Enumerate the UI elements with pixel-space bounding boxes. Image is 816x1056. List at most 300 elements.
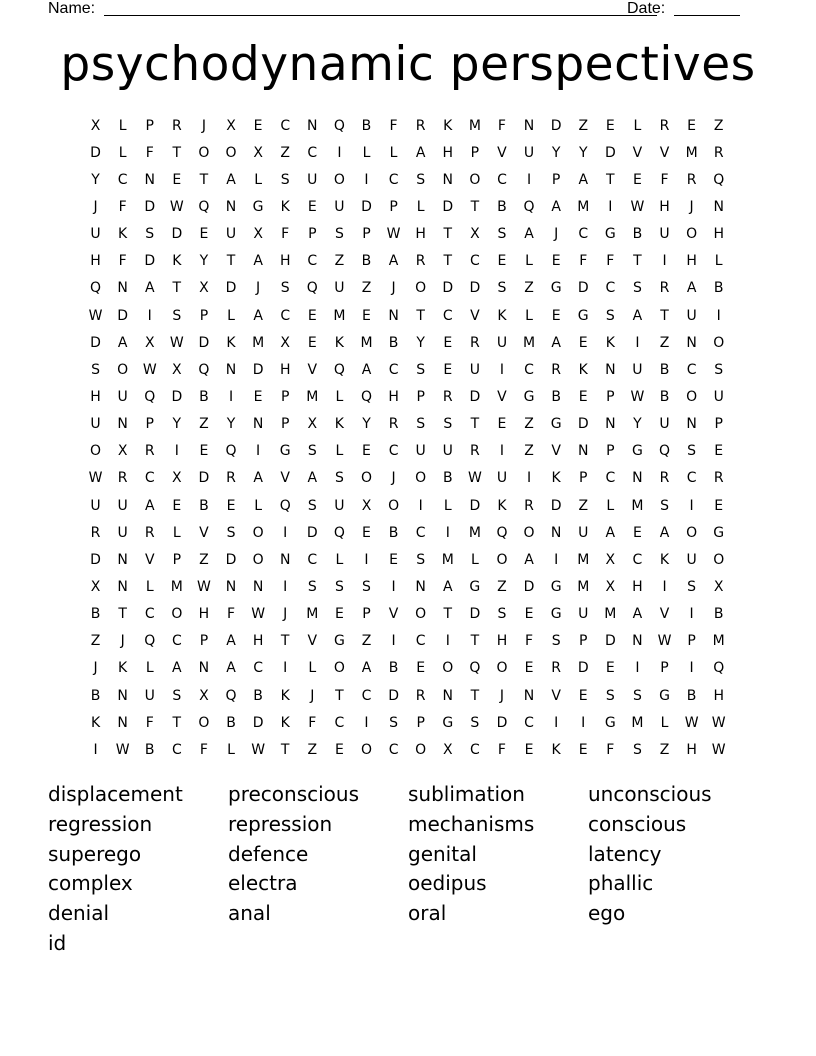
grid-cell: M [523, 334, 536, 351]
grid-cell: B [388, 660, 399, 677]
grid-cell: T [470, 633, 480, 650]
grid-cell: L [389, 144, 398, 161]
grid-cell: E [253, 388, 263, 405]
grid-cell: V [280, 470, 290, 487]
grid-cell: M [685, 144, 698, 161]
grid-cell: I [689, 606, 694, 623]
grid-cell: T [606, 171, 615, 188]
grid-cell: V [497, 144, 507, 161]
grid-cell: F [660, 171, 669, 188]
grid-cell: J [256, 280, 261, 297]
grid-cell: G [550, 606, 562, 623]
grid-cell: M [468, 117, 481, 134]
grid-cell: M [306, 606, 319, 623]
grid-cell: I [418, 497, 423, 514]
grid-cell: N [117, 687, 128, 704]
grid-cell: Q [306, 280, 318, 297]
grid-cell: P [551, 171, 561, 188]
grid-cell: I [391, 633, 396, 650]
grid-cell: G [469, 578, 481, 595]
grid-cell: T [470, 687, 480, 704]
word-bank-item: defence [228, 841, 309, 866]
grid-cell: R [551, 660, 561, 677]
grid-cell: G [659, 687, 670, 704]
grid-cell: Z [307, 741, 318, 758]
grid-cell: D [604, 144, 616, 161]
grid-cell: E [632, 171, 642, 188]
grid-cell: Z [524, 280, 534, 297]
grid-cell: L [308, 660, 317, 677]
grid-cell: T [443, 226, 453, 243]
grid-cell: H [442, 144, 454, 161]
grid-cell: X [253, 144, 263, 161]
grid-cell: G [333, 633, 345, 650]
grid-cell: M [441, 551, 454, 568]
grid-cell: M [306, 388, 319, 405]
grid-cell: A [632, 606, 643, 623]
grid-cell: I [364, 551, 369, 568]
grid-cell: I [716, 307, 721, 324]
grid-cell: I [147, 307, 152, 324]
grid-cell: C [144, 606, 155, 623]
grid-cell: F [308, 714, 317, 731]
grid-cell: Q [90, 280, 102, 297]
grid-cell: D [90, 551, 101, 568]
grid-cell: K [172, 253, 182, 270]
grid-cell: L [606, 497, 615, 514]
grid-cell: I [364, 714, 369, 731]
grid-cell: Q [225, 687, 237, 704]
grid-cell: O [415, 741, 427, 758]
grid-cell: D [171, 388, 183, 405]
grid-cell: A [551, 334, 561, 351]
grid-cell: V [632, 144, 643, 161]
grid-cell: N [686, 416, 697, 433]
name-field-line [104, 15, 657, 16]
grid-cell: N [577, 443, 589, 460]
grid-cell: G [604, 714, 616, 731]
grid-cell: Z [361, 633, 372, 650]
grid-cell: F [145, 144, 154, 161]
grid-cell: U [144, 687, 155, 704]
grid-cell: N [279, 551, 291, 568]
grid-cell: R [713, 470, 724, 487]
grid-cell: P [280, 388, 290, 405]
grid-cell: D [198, 470, 210, 487]
grid-cell: R [415, 253, 426, 270]
word-bank-item: genital [408, 841, 477, 866]
grid-cell: D [252, 714, 264, 731]
grid-cell: N [225, 578, 237, 595]
grid-cell: Y [551, 144, 561, 161]
grid-cell: B [90, 606, 101, 623]
grid-cell: N [415, 578, 426, 595]
grid-cell: E [687, 117, 697, 134]
grid-cell: C [307, 551, 318, 568]
grid-cell: C [388, 171, 399, 188]
grid-cell: Z [659, 741, 670, 758]
grid-cell: D [604, 633, 616, 650]
grid-cell: F [118, 198, 127, 215]
grid-cell: S [443, 416, 453, 433]
grid-cell: N [523, 687, 535, 704]
grid-cell: J [391, 470, 396, 487]
grid-cell: A [361, 361, 372, 378]
grid-cell: W [711, 741, 726, 758]
grid-cell: L [172, 524, 181, 541]
grid-cell: C [415, 524, 426, 541]
grid-cell: T [280, 741, 290, 758]
grid-cell: B [253, 687, 263, 704]
grid-cell: W [88, 307, 103, 324]
grid-cell: W [142, 361, 157, 378]
grid-cell: U [578, 524, 589, 541]
grid-cell: R [686, 171, 697, 188]
grid-cell: C [307, 253, 318, 270]
grid-cell: L [416, 198, 425, 215]
grid-cell: E [253, 117, 263, 134]
grid-cell: O [496, 660, 508, 677]
grid-cell: C [388, 741, 399, 758]
grid-cell: N [686, 334, 697, 351]
grid-cell: Y [199, 253, 209, 270]
grid-cell: Z [524, 416, 534, 433]
grid-cell: X [172, 361, 182, 378]
grid-cell: G [550, 280, 562, 297]
grid-cell: Q [198, 361, 210, 378]
grid-cell: C [171, 633, 182, 650]
grid-cell: G [550, 416, 562, 433]
grid-cell: S [280, 171, 290, 188]
grid-cell: F [118, 253, 127, 270]
grid-cell: V [659, 144, 670, 161]
grid-cell: P [416, 388, 425, 405]
grid-cell: T [226, 253, 236, 270]
grid-cell: E [605, 660, 615, 677]
grid-cell: J [689, 198, 694, 215]
grid-cell: N [252, 416, 264, 433]
grid-cell: N [252, 578, 264, 595]
grid-cell: E [714, 497, 724, 514]
word-bank [48, 780, 768, 959]
grid-cell: S [497, 226, 507, 243]
grid-cell: O [117, 361, 129, 378]
grid-cell: K [497, 497, 507, 514]
grid-cell: N [388, 307, 399, 324]
grid-cell: L [335, 388, 344, 405]
grid-cell: P [172, 551, 182, 568]
grid-cell: R [144, 443, 155, 460]
grid-cell: U [334, 497, 345, 514]
word-bank-item: mechanisms [408, 811, 535, 836]
grid-cell: D [442, 198, 454, 215]
grid-cell: S [416, 171, 426, 188]
grid-cell: O [252, 524, 264, 541]
grid-cell: L [525, 253, 533, 270]
grid-cell: B [497, 198, 507, 215]
grid-cell: E [524, 660, 534, 677]
grid-cell: C [388, 361, 399, 378]
grid-cell: I [689, 497, 694, 514]
grid-cell: G [577, 307, 589, 324]
grid-cell: C [253, 660, 263, 677]
grid-cell: D [90, 334, 101, 351]
grid-cell: C [307, 144, 318, 161]
grid-cell: A [144, 497, 155, 514]
grid-cell: O [713, 551, 725, 568]
grid-cell: O [713, 334, 725, 351]
grid-cell: C [280, 117, 291, 134]
grid-cell: X [90, 578, 101, 595]
grid-cell: E [524, 606, 534, 623]
grid-cell: Y [416, 334, 425, 351]
grid-cell: S [416, 551, 426, 568]
grid-cell: N [144, 171, 155, 188]
grid-cell: R [659, 117, 670, 134]
grid-cell: G [523, 388, 535, 405]
grid-cell: T [660, 307, 669, 324]
grid-cell: D [577, 280, 589, 297]
date-label: Date: [627, 0, 666, 17]
grid-cell: M [333, 307, 346, 324]
grid-cell: U [523, 144, 535, 161]
grid-cell: K [226, 334, 236, 351]
grid-cell: S [226, 524, 236, 541]
word-bank-item: ego [588, 901, 626, 926]
grid-cell: D [388, 687, 399, 704]
grid-cell: H [90, 253, 101, 270]
grid-cell: F [199, 741, 208, 758]
grid-cell: T [416, 307, 425, 324]
grid-cell: D [496, 714, 508, 731]
grid-cell: L [254, 497, 263, 514]
grid-cell: T [280, 633, 290, 650]
grid-cell: H [686, 741, 697, 758]
word-bank-item: denial [48, 901, 110, 926]
grid-cell: B [90, 687, 101, 704]
grid-cell: E [307, 198, 317, 215]
grid-cell: A [226, 660, 236, 677]
grid-cell: Z [199, 416, 209, 433]
grid-cell: L [660, 714, 669, 731]
grid-cell: S [91, 361, 100, 378]
grid-cell: M [577, 198, 590, 215]
grid-cell: P [579, 470, 588, 487]
grid-cell: A [524, 551, 534, 568]
word-bank-item: electra [228, 871, 298, 896]
grid-cell: E [199, 443, 209, 460]
grid-cell: D [523, 578, 535, 595]
grid-cell: X [226, 117, 236, 134]
grid-cell: C [280, 307, 291, 324]
grid-cell: Q [523, 198, 535, 215]
grid-cell: R [713, 144, 724, 161]
grid-cell: S [307, 497, 317, 514]
grid-cell: W [711, 714, 726, 731]
grid-cell: L [145, 660, 154, 677]
word-bank-item: repression [228, 811, 333, 836]
grid-cell: D [442, 280, 454, 297]
grid-cell: V [307, 361, 318, 378]
grid-cell: O [415, 280, 427, 297]
grid-cell: H [279, 253, 291, 270]
grid-cell: I [228, 388, 234, 405]
grid-cell: G [442, 714, 454, 731]
grid-cell: F [226, 606, 236, 623]
grid-cell: U [469, 361, 480, 378]
grid-cell: B [388, 334, 399, 351]
grid-cell: P [308, 226, 317, 243]
grid-cell: B [388, 524, 399, 541]
grid-cell: A [632, 307, 643, 324]
grid-cell: R [144, 524, 155, 541]
grid-cell: J [283, 606, 288, 623]
grid-cell: V [144, 551, 155, 568]
grid-cell: P [606, 388, 615, 405]
grid-cell: I [283, 524, 288, 541]
grid-cell: S [145, 226, 155, 243]
grid-cell: M [360, 334, 373, 351]
grid-cell: N [225, 198, 237, 215]
grid-cell: L [335, 443, 344, 460]
grid-cell: D [90, 144, 101, 161]
grid-cell: Y [91, 171, 100, 188]
grid-cell: N [442, 171, 453, 188]
grid-cell: C [524, 714, 534, 731]
grid-cell: U [442, 443, 453, 460]
word-bank-item: oral [408, 901, 447, 926]
grid-cell: E [362, 524, 371, 541]
grid-cell: W [251, 741, 266, 758]
grid-cell: E [443, 334, 453, 351]
grid-cell: Q [469, 660, 481, 677]
grid-cell: I [662, 253, 667, 270]
grid-cell: S [334, 226, 344, 243]
grid-cell: G [631, 443, 643, 460]
grid-cell: L [118, 117, 127, 134]
grid-cell: N [632, 470, 643, 487]
grid-cell: F [606, 741, 615, 758]
grid-cell: Z [280, 144, 290, 161]
grid-cell: Q [198, 198, 210, 215]
grid-cell: K [118, 226, 128, 243]
word-bank-item: superego [48, 841, 142, 866]
grid-cell: W [657, 633, 672, 650]
grid-cell: I [635, 660, 640, 677]
grid-cell: E [497, 416, 507, 433]
grid-cell: X [90, 117, 101, 134]
grid-cell: I [608, 198, 613, 215]
grid-cell: W [169, 198, 184, 215]
grid-cell: K [280, 198, 290, 215]
grid-cell: P [362, 606, 371, 623]
grid-cell: U [90, 416, 101, 433]
grid-cell: B [659, 388, 670, 405]
grid-cell: A [253, 470, 263, 487]
grid-cell: K [118, 660, 128, 677]
grid-cell: O [469, 171, 481, 188]
grid-cell: O [442, 660, 454, 677]
grid-cell: K [334, 416, 344, 433]
grid-cell: N [117, 714, 128, 731]
grid-cell: S [307, 443, 317, 460]
grid-cell: W [467, 470, 482, 487]
word-bank-item: unconscious [588, 782, 712, 806]
grid-cell: I [337, 144, 342, 161]
grid-cell: Z [199, 551, 209, 568]
grid-cell: P [145, 416, 154, 433]
grid-cell: E [172, 171, 182, 188]
grid-cell: I [391, 578, 396, 595]
grid-cell: J [554, 226, 559, 243]
grid-cell: N [605, 416, 616, 433]
grid-cell: K [443, 117, 453, 134]
grid-cell: G [604, 226, 616, 243]
grid-cell: N [605, 361, 616, 378]
grid-cell: U [117, 388, 128, 405]
grid-cell: H [388, 388, 399, 405]
grid-cell: N [117, 578, 128, 595]
grid-cell: K [334, 334, 344, 351]
grid-cell: E [524, 741, 534, 758]
grid-cell: S [497, 280, 507, 297]
grid-cell: J [120, 633, 125, 650]
grid-cell: S [172, 687, 182, 704]
grid-cell: X [442, 741, 453, 758]
grid-cell: A [524, 226, 534, 243]
grid-cell: H [713, 687, 724, 704]
grid-cell: L [714, 253, 723, 270]
grid-cell: D [577, 416, 589, 433]
grid-cell: Z [334, 253, 345, 270]
grid-cell: C [578, 226, 589, 243]
grid-cell: J [93, 660, 98, 677]
grid-cell: A [172, 660, 182, 677]
grid-cell: M [252, 334, 265, 351]
grid-cell: K [551, 470, 561, 487]
grid-cell: C [605, 470, 616, 487]
word-bank-item: regression [48, 811, 153, 836]
grid-cell: O [333, 660, 345, 677]
grid-cell: H [632, 578, 643, 595]
grid-cell: W [169, 334, 184, 351]
grid-cell: C [117, 171, 128, 188]
grid-cell: N [523, 117, 535, 134]
grid-cell: Y [226, 416, 236, 433]
page-title: psychodynamic perspectives [60, 37, 756, 92]
grid-cell: I [283, 578, 288, 595]
grid-cell: B [361, 253, 372, 270]
grid-cell: S [605, 687, 615, 704]
grid-cell: E [334, 741, 344, 758]
grid-cell: U [659, 226, 670, 243]
grid-cell: T [118, 606, 127, 623]
grid-cell: F [606, 253, 615, 270]
grid-cell: R [442, 388, 453, 405]
grid-cell: F [497, 117, 506, 134]
grid-cell: Q [659, 443, 671, 460]
word-bank-item: anal [228, 901, 271, 926]
grid-cell: W [684, 714, 699, 731]
grid-cell: L [118, 144, 127, 161]
grid-cell: U [225, 226, 237, 243]
grid-cell: P [470, 144, 480, 161]
grid-cell: W [115, 741, 130, 758]
grid-cell: D [198, 334, 210, 351]
grid-cell: T [470, 416, 480, 433]
grid-cell: I [554, 551, 559, 568]
grid-cell: A [551, 198, 561, 215]
